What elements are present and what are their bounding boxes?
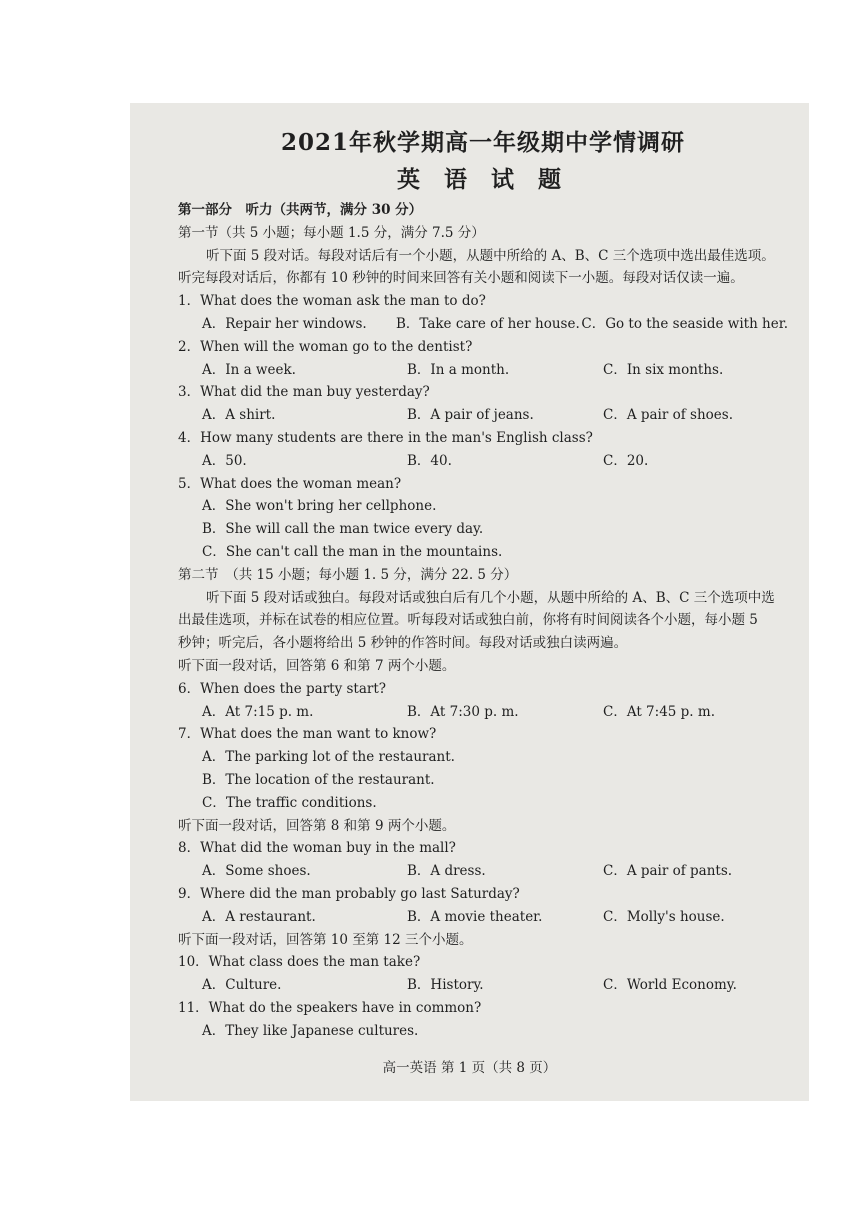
section2-instruction-line: 听下面 5 段对话或独白。每段对话或独白后有几个小题，从题中所给的 A、B、C 三个选项中选 <box>206 589 775 606</box>
option-c: C．She can't call the man in the mountains. <box>202 543 503 560</box>
option-c: C．A pair of shoes. <box>603 407 733 424</box>
option-c: C．20. <box>603 452 649 469</box>
option-c: C．Go to the seaside with her. <box>581 315 788 332</box>
option-a: A．They like Japanese cultures. <box>202 1022 419 1039</box>
option-a: A．A restaurant. <box>202 908 316 925</box>
question-8-stem: 8．What did the woman buy in the mall? <box>178 840 456 857</box>
section2-heading: 第二节 （共 15 小题；每小题 1. 5 分，满分 22. 5 分） <box>178 566 518 583</box>
question-2-options <box>178 359 788 382</box>
option-b: B．A dress. <box>407 863 486 880</box>
exam-subtitle: 英 语 试 题 <box>396 166 570 193</box>
group-prompt: 听下面一段对话，回答第 10 至第 12 三个小题。 <box>178 931 473 948</box>
option-a: A．Some shoes. <box>202 863 311 880</box>
option-b: B．The location of the restaurant. <box>202 771 435 788</box>
question-7-stem: 7．What does the man want to know? <box>178 726 437 743</box>
question-9-stem: 9．Where did the man probably go last Saturday? <box>178 885 520 902</box>
section1-instruction-line: 听完每段对话后，你都有 10 秒钟的时间来回答有关小题和阅读下一小题。每段对话仅读一遍。 <box>178 270 744 287</box>
question-3-stem: 3．What did the man buy yesterday? <box>178 384 430 401</box>
exam-title: 2021年秋学期高一年级期中学情调研 <box>280 129 685 156</box>
option-b: B．40. <box>407 452 452 469</box>
question-6-stem: 6．When does the party start? <box>178 680 387 697</box>
question-4-options <box>178 450 788 473</box>
option-a: A．A shirt. <box>202 407 276 424</box>
question-6-options <box>178 701 788 724</box>
section2-instruction-line: 出最佳选项，并标在试卷的相应位置。听每段对话或独白前，你将有时间阅读各个小题，每小题 5 <box>178 612 758 629</box>
part1-heading: 第一部分 听力（共两节，满分 30 分） <box>178 202 423 218</box>
question-5-stem: 5．What does the woman mean? <box>178 475 402 492</box>
option-c: C．At 7:45 p. m. <box>603 703 715 720</box>
option-b: B．At 7:30 p. m. <box>407 703 519 720</box>
section2-instruction-line: 秒钟；听完后，各小题将给出 5 秒钟的作答时间。每段对话或独白读两遍。 <box>178 635 628 652</box>
option-b: B．Take care of her house. <box>395 315 580 332</box>
question-8-options <box>178 860 788 883</box>
option-c: C．A pair of pants. <box>603 863 733 880</box>
exam-page <box>130 103 809 1101</box>
question-1-stem: 1．What does the woman ask the man to do? <box>178 293 486 310</box>
question-11-stem: 11．What do the speakers have in common? <box>178 999 482 1016</box>
option-b: B．In a month. <box>407 361 510 378</box>
option-a: A．50. <box>202 452 247 469</box>
option-b: B．History. <box>407 977 484 994</box>
option-c: C．World Economy. <box>603 977 737 994</box>
option-a: A．She won't bring her cellphone. <box>202 498 437 515</box>
option-a: A．In a week. <box>202 361 296 378</box>
option-c: C．Molly's house. <box>603 908 725 925</box>
group-prompt: 听下面一段对话，回答第 8 和第 9 两个小题。 <box>178 817 456 834</box>
question-1-options <box>178 313 788 336</box>
option-b: B．She will call the man twice every day. <box>202 521 484 538</box>
group-prompt: 听下面一段对话，回答第 6 和第 7 两个小题。 <box>178 657 456 674</box>
question-10-stem: 10．What class does the man take? <box>178 954 421 971</box>
section1-heading: 第一节（共 5 小题；每小题 1.5 分，满分 7.5 分） <box>178 224 485 241</box>
option-a: A．At 7:15 p. m. <box>202 703 314 720</box>
option-b: B．A movie theater. <box>407 908 543 925</box>
option-b: B．A pair of jeans. <box>407 407 534 424</box>
option-c: C．In six months. <box>603 361 724 378</box>
question-9-options <box>178 906 788 929</box>
exam-content <box>178 127 788 1042</box>
question-10-options <box>178 974 788 997</box>
option-a: A．Culture. <box>202 977 282 994</box>
section1-instruction-line: 听下面 5 段对话。每段对话后有一个小题，从题中所给的 A、B、C 三个选项中选出最佳选项。 <box>206 247 775 264</box>
page-footer: 高一英语 第 1 页（共 8 页） <box>382 1060 557 1076</box>
question-3-options <box>178 404 788 427</box>
option-c: C．The traffic conditions. <box>202 794 377 811</box>
question-4-stem: 4．How many students are there in the man's English class? <box>178 429 593 446</box>
question-2-stem: 2．When will the woman go to the dentist? <box>178 338 473 355</box>
option-a: A．The parking lot of the restaurant. <box>202 749 455 766</box>
option-a: A．Repair her windows. <box>202 315 367 332</box>
